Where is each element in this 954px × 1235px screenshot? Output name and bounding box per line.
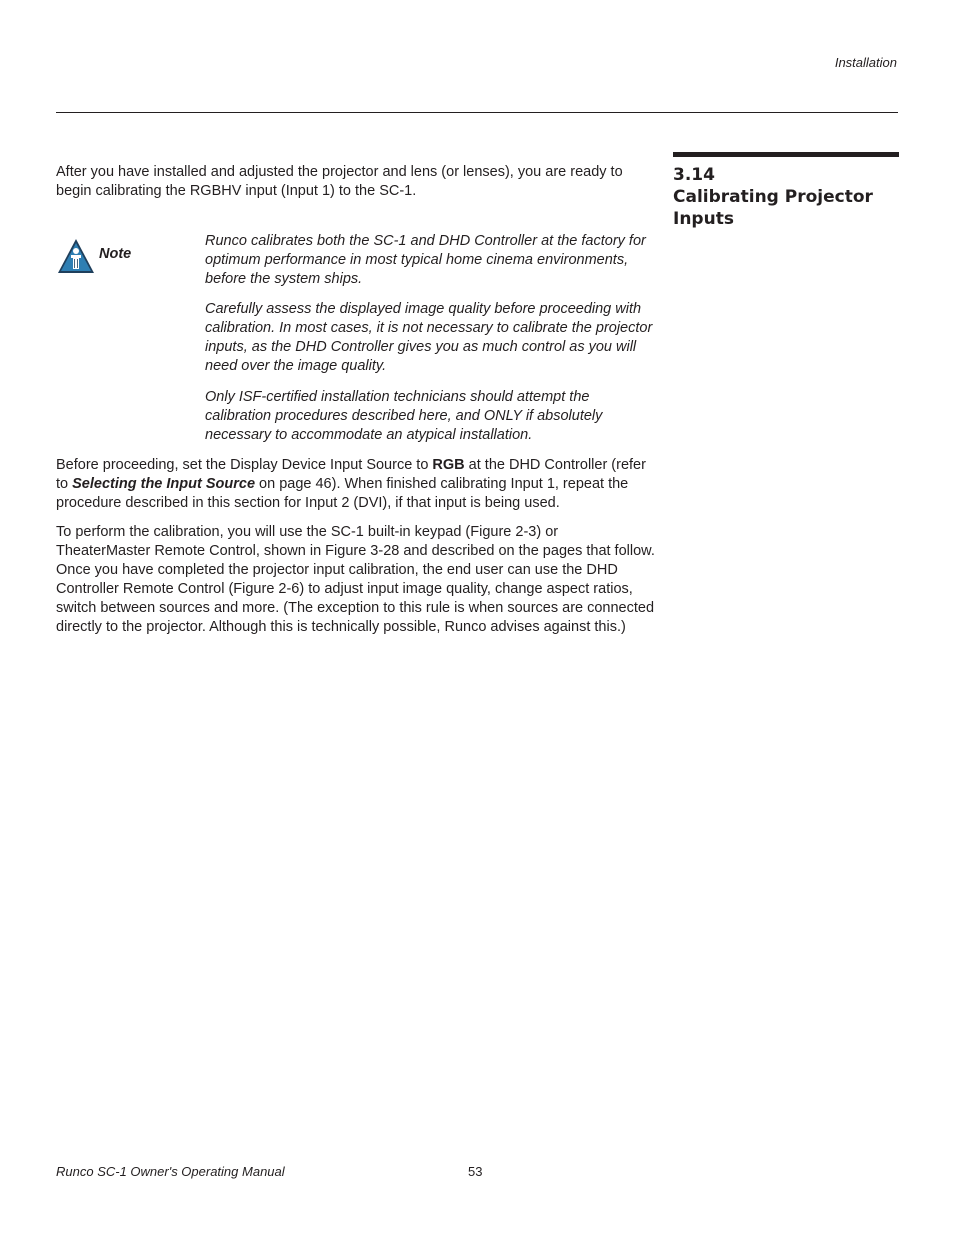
proceed-text: on page 46). When finished calibrating Input 1, repeat the procedure described in this section for Input 2 (DVI), if that input is being used. bbox=[56, 476, 629, 511]
cross-reference-link[interactable]: Selecting the Input Source bbox=[72, 476, 256, 492]
proceed-paragraph bbox=[56, 456, 656, 513]
intro-paragraph: After you have installed and adjusted the projector and lens (or lenses), you are ready to begin calibrating the RGBHV input (Input 1) to the SC-1. bbox=[56, 164, 623, 199]
note-paragraph: Runco calibrates both the SC-1 and DHD Controller at the factory for optimum performance in most typical home cinema environments, before the system ships. bbox=[205, 233, 646, 287]
header-rule bbox=[56, 112, 898, 113]
section-number: 3.14 bbox=[673, 165, 715, 185]
section-title: Calibrating Projector Inputs bbox=[673, 187, 873, 229]
proceed-text: Before proceeding, set the Display Device Input Source to bbox=[56, 457, 433, 473]
section-heading-bar bbox=[673, 152, 899, 157]
footer-manual-title: Runco SC-1 Owner's Operating Manual bbox=[56, 1164, 285, 1179]
note-label: Note bbox=[99, 246, 132, 262]
section-heading bbox=[673, 164, 899, 230]
running-header: Installation bbox=[834, 55, 897, 70]
note-paragraph: Only ISF-certified installation technicians should attempt the calibration procedures described here, and ONLY if absolutely necessary to accommodate an atypical installation. bbox=[205, 389, 603, 443]
note-paragraph: Carefully assess the displayed image quality before proceeding with calibration. In most cases, it is not necessary to calibrate the projector inputs, as the DHD Controller gives you as much control as you will need over the image quality. bbox=[205, 301, 653, 374]
calibration-paragraph: To perform the calibration, you will use the SC-1 built-in keypad (Figure 2-3) or TheaterMaster Remote Control, shown in Figure 3-28 and described on the pages that follow. Once you have completed the projector input calibration, the end user can use the DHD Controller Remote Control (Figure 2-6) to adjust input image quality, change aspect ratios, switch between sources and more. (The exception to this rule is when sources are connected directly to the projector. Although this is technically possible, Runco advises against this.) bbox=[56, 524, 655, 635]
note-warning-triangle-icon bbox=[57, 238, 95, 274]
rgb-term: RGB bbox=[432, 457, 465, 473]
footer-page-number: 53 bbox=[468, 1164, 483, 1179]
proceed-text: at the DHD Controller (refer to bbox=[56, 457, 646, 492]
